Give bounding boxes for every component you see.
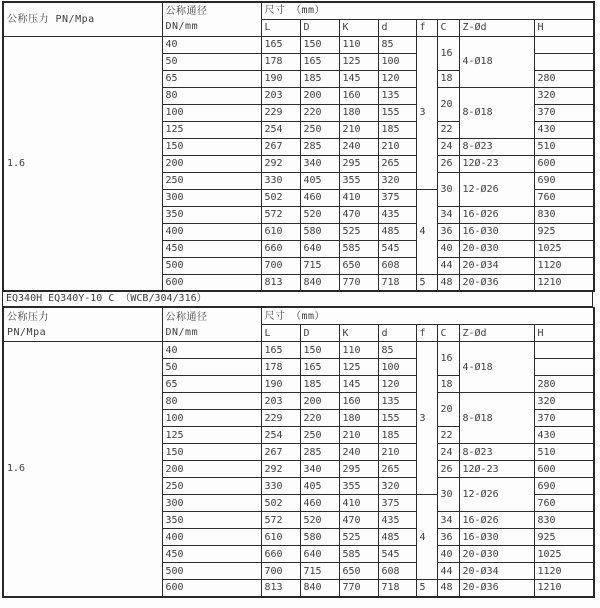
table-cell: 203 <box>261 393 300 410</box>
table-cell: 525 <box>339 529 378 546</box>
table-cell: 265 <box>378 155 416 172</box>
table-cell: 165 <box>300 53 339 70</box>
table-cell: 5 <box>416 580 437 597</box>
table-cell: 254 <box>261 427 300 444</box>
table-cell: 700 <box>261 257 300 274</box>
pressure-value: 1.6 <box>3 342 162 597</box>
table-cell: 640 <box>300 546 339 563</box>
table-cell: 300 <box>162 495 261 512</box>
table-cell: 16-Ø26 <box>459 206 534 223</box>
table-cell: 20-Ø34 <box>459 257 534 274</box>
table-cell: 34 <box>437 512 459 529</box>
table-cell: 340 <box>300 461 339 478</box>
table-cell: 4 <box>416 495 437 580</box>
table-cell: 125 <box>339 359 378 376</box>
table-cell: 203 <box>261 87 300 104</box>
col-header-d: d <box>378 19 416 36</box>
table-cell <box>534 36 594 53</box>
table-cell: 20-Ø34 <box>459 563 534 580</box>
table-cell: 510 <box>534 444 594 461</box>
table-cell: 292 <box>261 155 300 172</box>
col-header-K: K <box>339 325 378 342</box>
table-cell: 267 <box>261 444 300 461</box>
table-cell: 125 <box>339 53 378 70</box>
table-cell: 280 <box>534 376 594 393</box>
table-cell: 210 <box>378 444 416 461</box>
table-cell: 1025 <box>534 240 594 257</box>
table-cell: 330 <box>261 478 300 495</box>
table-cell: 580 <box>300 529 339 546</box>
table-cell: 185 <box>300 376 339 393</box>
table-cell: 20-Ø36 <box>459 274 534 291</box>
table-cell: 210 <box>339 427 378 444</box>
table-cell: 165 <box>300 359 339 376</box>
table-row <box>3 342 594 359</box>
table-cell: 375 <box>378 189 416 206</box>
table-cell: 8-Ø23 <box>459 444 534 461</box>
table-cell: 16 <box>437 36 459 70</box>
table-cell: 36 <box>437 529 459 546</box>
table-cell: 300 <box>162 189 261 206</box>
table-cell: 200 <box>300 393 339 410</box>
table-cell: 320 <box>534 87 594 104</box>
table-cell: 690 <box>534 478 594 495</box>
table-body-top <box>3 36 594 291</box>
size-header: 尺寸 （mm） <box>261 308 594 325</box>
table-cell: 34 <box>437 206 459 223</box>
table-cell: 30 <box>437 478 459 512</box>
table-cell: 20-Ø36 <box>459 580 534 597</box>
table-cell: 110 <box>339 36 378 53</box>
table-cell: 4-Ø18 <box>459 36 534 87</box>
table-cell: 48 <box>437 580 459 597</box>
table-cell: 36 <box>437 223 459 240</box>
table-cell: 250 <box>162 172 261 189</box>
table-cell: 22 <box>437 427 459 444</box>
table-cell: 610 <box>261 529 300 546</box>
table-cell: 608 <box>378 563 416 580</box>
col-header-H: H <box>534 19 594 36</box>
table-cell: 210 <box>339 121 378 138</box>
table-cell: 320 <box>378 172 416 189</box>
table-cell: 40 <box>437 546 459 563</box>
table-cell: 330 <box>261 172 300 189</box>
table-cell: 660 <box>261 240 300 257</box>
table-cell: 450 <box>162 546 261 563</box>
table-cell: 12Ø-23 <box>459 461 534 478</box>
table-cell: 100 <box>162 104 261 121</box>
table-cell: 80 <box>162 87 261 104</box>
table-cell: 600 <box>534 155 594 172</box>
table-cell: 370 <box>534 104 594 121</box>
table-cell: 240 <box>339 138 378 155</box>
table-cell: 485 <box>378 223 416 240</box>
table-cell: 435 <box>378 512 416 529</box>
header-row-1 <box>3 2 594 19</box>
table-cell: 650 <box>339 257 378 274</box>
table-cell: 65 <box>162 376 261 393</box>
pressure-header <box>3 2 162 36</box>
pressure-header-line1: 公称压力 PN/Mpa <box>7 13 95 25</box>
table-cell: 340 <box>300 155 339 172</box>
table-cell: 110 <box>339 342 378 359</box>
col-header-D: D <box>300 19 339 36</box>
table-cell: 150 <box>300 342 339 359</box>
table-cell: 545 <box>378 546 416 563</box>
table-cell: 26 <box>437 155 459 172</box>
table-cell: 350 <box>162 206 261 223</box>
table-cell: 295 <box>339 155 378 172</box>
table-cell: 150 <box>162 444 261 461</box>
table-cell: 580 <box>300 223 339 240</box>
table-cell: 545 <box>378 240 416 257</box>
table-cell: 813 <box>261 580 300 597</box>
table-cell: 44 <box>437 563 459 580</box>
table-cell: 12-Ø26 <box>459 172 534 206</box>
table-cell: 250 <box>300 427 339 444</box>
table-cell <box>534 53 594 70</box>
table-cell: 48 <box>437 274 459 291</box>
table-cell: 4 <box>416 189 437 274</box>
table-cell: 85 <box>378 342 416 359</box>
table-cell: 400 <box>162 529 261 546</box>
table-cell: 12-Ø26 <box>459 478 534 512</box>
table-cell: 20-Ø30 <box>459 546 534 563</box>
col-header-bolt-holes: Z-Ød <box>459 325 534 342</box>
table-cell: 450 <box>162 240 261 257</box>
table-cell: 229 <box>261 104 300 121</box>
table-cell: 8-Ø18 <box>459 393 534 444</box>
table-cell: 285 <box>300 444 339 461</box>
table-cell: 20 <box>437 393 459 427</box>
table-row <box>3 36 594 53</box>
table-cell: 135 <box>378 87 416 104</box>
table-cell: 24 <box>437 138 459 155</box>
table-cell: 50 <box>162 359 261 376</box>
table-cell: 180 <box>339 104 378 121</box>
col-header-C: C <box>437 325 459 342</box>
table-cell: 405 <box>300 478 339 495</box>
table-cell: 185 <box>378 427 416 444</box>
pressure-header-line1: 公称压力 <box>7 311 49 323</box>
table-cell: 430 <box>534 121 594 138</box>
col-header-K: K <box>339 19 378 36</box>
table-cell: 760 <box>534 495 594 512</box>
table-cell: 220 <box>300 410 339 427</box>
table-cell: 715 <box>300 563 339 580</box>
table-cell: 650 <box>339 563 378 580</box>
table-cell: 525 <box>339 223 378 240</box>
table-cell: 460 <box>300 495 339 512</box>
table-cell: 925 <box>534 529 594 546</box>
table-cell: 405 <box>300 172 339 189</box>
table-cell: 155 <box>378 104 416 121</box>
model-title: EQ340H EQ340Y-10 C （WCB/304/316） <box>2 292 593 307</box>
col-header-L: L <box>261 325 300 342</box>
table-cell: 160 <box>339 87 378 104</box>
table-cell: 178 <box>261 53 300 70</box>
table-cell: 16-Ø26 <box>459 512 534 529</box>
table-cell: 718 <box>378 274 416 291</box>
col-header-H: H <box>534 325 594 342</box>
table-cell: 1025 <box>534 546 594 563</box>
table-cell: 22 <box>437 121 459 138</box>
table-cell: 3 <box>416 36 437 189</box>
table-cell: 1210 <box>534 580 594 597</box>
table-cell: 80 <box>162 393 261 410</box>
table-cell: 40 <box>437 240 459 257</box>
table-cell: 608 <box>378 257 416 274</box>
table-cell: 190 <box>261 376 300 393</box>
table-cell: 8-Ø23 <box>459 138 534 155</box>
table-cell: 320 <box>378 478 416 495</box>
table-cell: 16-Ø30 <box>459 223 534 240</box>
col-header-C: C <box>437 19 459 36</box>
table-cell: 718 <box>378 580 416 597</box>
table-cell: 375 <box>378 495 416 512</box>
col-header-bolt-holes: Z-Ød <box>459 19 534 36</box>
size-header: 尺寸 （mm） <box>261 2 594 19</box>
table-cell: 26 <box>437 461 459 478</box>
table-cell: 925 <box>534 223 594 240</box>
table-cell: 830 <box>534 512 594 529</box>
table-cell: 8-Ø18 <box>459 87 534 138</box>
table-cell: 715 <box>300 257 339 274</box>
table-cell: 16-Ø30 <box>459 529 534 546</box>
table-cell: 178 <box>261 359 300 376</box>
table-cell: 265 <box>378 461 416 478</box>
table-cell: 520 <box>300 512 339 529</box>
col-header-D: D <box>300 325 339 342</box>
table-cell: 500 <box>162 563 261 580</box>
table-cell: 355 <box>339 172 378 189</box>
table-cell: 813 <box>261 274 300 291</box>
table-cell: 760 <box>534 189 594 206</box>
table-cell: 200 <box>300 87 339 104</box>
table-cell: 1210 <box>534 274 594 291</box>
table-cell: 600 <box>162 274 261 291</box>
dn-header-line2: DN/mm <box>165 21 199 33</box>
table-cell: 145 <box>339 376 378 393</box>
dn-header <box>162 2 261 36</box>
table-cell: 285 <box>300 138 339 155</box>
table-cell: 585 <box>339 240 378 257</box>
table-cell: 840 <box>300 580 339 597</box>
table-cell: 500 <box>162 257 261 274</box>
table-cell: 250 <box>162 478 261 495</box>
table-cell: 1120 <box>534 563 594 580</box>
table-cell: 600 <box>162 580 261 597</box>
table-cell: 572 <box>261 206 300 223</box>
table-cell: 5 <box>416 274 437 291</box>
header-row-1 <box>3 308 594 325</box>
table-cell: 460 <box>300 189 339 206</box>
table-cell: 830 <box>534 206 594 223</box>
table-body-bottom <box>3 342 594 597</box>
col-header-d: d <box>378 325 416 342</box>
pressure-value: 1.6 <box>3 36 162 291</box>
table-cell: 100 <box>162 410 261 427</box>
table-cell: 44 <box>437 257 459 274</box>
table-cell: 292 <box>261 461 300 478</box>
table-cell <box>534 359 594 376</box>
table-cell: 40 <box>162 36 261 53</box>
table-cell: 160 <box>339 393 378 410</box>
pressure-header <box>3 308 162 342</box>
table-cell: 502 <box>261 495 300 512</box>
table-cell: 150 <box>162 138 261 155</box>
table-cell: 470 <box>339 512 378 529</box>
table-cell: 770 <box>339 274 378 291</box>
table-cell: 254 <box>261 121 300 138</box>
table-cell: 85 <box>378 36 416 53</box>
col-header-f: f <box>416 19 437 36</box>
table-cell: 640 <box>300 240 339 257</box>
table-cell <box>534 342 594 359</box>
table-cell: 370 <box>534 410 594 427</box>
table-cell: 840 <box>300 274 339 291</box>
spec-table-bottom <box>2 307 595 598</box>
table-cell: 295 <box>339 461 378 478</box>
table-cell: 229 <box>261 410 300 427</box>
table-cell: 120 <box>378 376 416 393</box>
spec-table-top <box>2 1 595 292</box>
table-cell: 16 <box>437 342 459 376</box>
table-cell: 200 <box>162 461 261 478</box>
table-cell: 125 <box>162 427 261 444</box>
table-cell: 50 <box>162 53 261 70</box>
table-cell: 12Ø-23 <box>459 155 534 172</box>
table-cell: 135 <box>378 393 416 410</box>
table-cell: 190 <box>261 70 300 87</box>
table-cell: 610 <box>261 223 300 240</box>
table-cell: 240 <box>339 444 378 461</box>
table-cell: 485 <box>378 529 416 546</box>
table-cell: 435 <box>378 206 416 223</box>
table-cell: 410 <box>339 495 378 512</box>
table-cell: 30 <box>437 172 459 206</box>
table-cell: 585 <box>339 546 378 563</box>
table-cell: 24 <box>437 444 459 461</box>
table-cell: 572 <box>261 512 300 529</box>
col-header-L: L <box>261 19 300 36</box>
table-cell: 145 <box>339 70 378 87</box>
table-cell: 185 <box>300 70 339 87</box>
table-cell: 430 <box>534 427 594 444</box>
table-cell: 3 <box>416 342 437 495</box>
table-cell: 18 <box>437 376 459 393</box>
table-cell: 700 <box>261 563 300 580</box>
table-cell: 210 <box>378 138 416 155</box>
table-cell: 180 <box>339 410 378 427</box>
pressure-header-line2: PN/Mpa <box>7 326 47 338</box>
table-cell: 155 <box>378 410 416 427</box>
table-cell: 502 <box>261 189 300 206</box>
table-cell: 220 <box>300 104 339 121</box>
table-cell: 410 <box>339 189 378 206</box>
table-cell: 20-Ø30 <box>459 240 534 257</box>
table-cell: 165 <box>261 36 300 53</box>
table-cell: 250 <box>300 121 339 138</box>
table-cell: 100 <box>378 53 416 70</box>
table-cell: 280 <box>534 70 594 87</box>
table-cell: 350 <box>162 512 261 529</box>
table-cell: 1120 <box>534 257 594 274</box>
table-cell: 200 <box>162 155 261 172</box>
table-cell: 4-Ø18 <box>459 342 534 393</box>
table-cell: 400 <box>162 223 261 240</box>
table-cell: 470 <box>339 206 378 223</box>
table-cell: 20 <box>437 87 459 121</box>
table-cell: 125 <box>162 121 261 138</box>
table-cell: 510 <box>534 138 594 155</box>
table-cell: 40 <box>162 342 261 359</box>
dn-header-line1: 公称通径 <box>165 6 208 18</box>
table-cell: 120 <box>378 70 416 87</box>
table-cell: 660 <box>261 546 300 563</box>
table-cell: 100 <box>378 359 416 376</box>
table-cell: 690 <box>534 172 594 189</box>
table-cell: 320 <box>534 393 594 410</box>
col-header-f: f <box>416 325 437 342</box>
table-cell: 165 <box>261 342 300 359</box>
dn-header-line2: DN/mm <box>165 326 199 338</box>
table-cell: 600 <box>534 461 594 478</box>
table-cell: 185 <box>378 121 416 138</box>
table-cell: 267 <box>261 138 300 155</box>
table-cell: 520 <box>300 206 339 223</box>
table-cell: 18 <box>437 70 459 87</box>
dn-header <box>162 308 261 342</box>
table-cell: 65 <box>162 70 261 87</box>
table-cell: 770 <box>339 580 378 597</box>
dn-header-line1: 公称通径 <box>165 311 208 323</box>
table-cell: 150 <box>300 36 339 53</box>
table-cell: 355 <box>339 478 378 495</box>
